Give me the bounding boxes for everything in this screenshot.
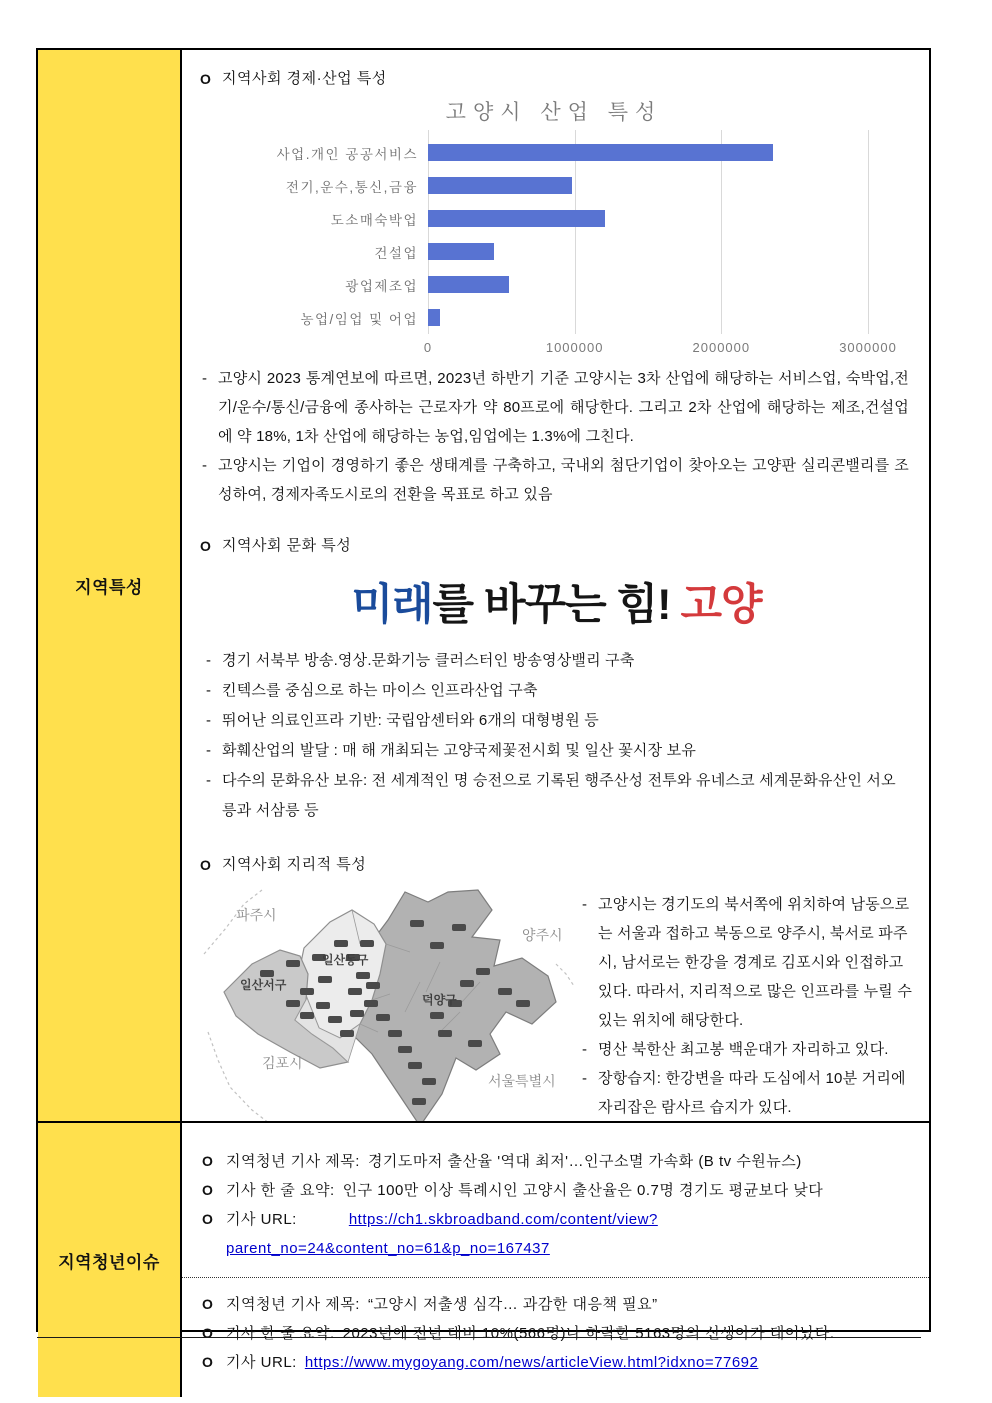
circle-bullet-icon: O <box>200 857 211 873</box>
circle-bullet-icon: O <box>200 538 211 554</box>
circle-bullet-icon: O <box>202 1354 213 1370</box>
youth-content-cell <box>182 1123 929 1397</box>
chart-category-label: 도소매숙박업 <box>330 212 418 228</box>
chart-category-label: 사업.개인 공공서비스 <box>276 146 418 162</box>
economy-paragraphs <box>202 364 909 509</box>
x-tick-label: 2000000 <box>692 340 751 355</box>
circle-bullet-icon: O <box>202 1153 213 1169</box>
circle-bullet-icon: O <box>202 1296 213 1312</box>
report-table <box>36 48 931 1371</box>
chart-gridline <box>868 130 869 334</box>
economy-paragraph: - 고양시 2023 통계연보에 따르면, 2023년 하반기 기준 고양시는 3차 산업에 해당하는 서비스업, 숙박업,전기/운수/통신/금융에 종사하는 근로자가 약 80프로에 해당한다. 그리고 2차 산업에 해당하는 제조,건설업에 약 18%, 1차 산업에 해당하는 농업,임업에는 1.3%에 그친다. <box>202 364 909 451</box>
chart-bar <box>428 177 572 194</box>
map-label-ilsanseo: 일산서구 <box>240 978 287 992</box>
region-row-label: 지역특성 <box>75 578 143 597</box>
dash-bullet-icon: - <box>206 772 211 789</box>
article-url-label: 기사 URL: <box>226 1211 297 1228</box>
logo-text-future: 미래 <box>351 581 433 629</box>
region-content-cell <box>182 50 929 1121</box>
map-label-yangju: 양주시 <box>522 927 563 943</box>
chart-bar <box>428 210 605 227</box>
chart-plot-area <box>428 136 868 334</box>
table-bottom-secondary-line <box>37 1337 921 1338</box>
industry-bar-chart <box>214 96 897 356</box>
article-title: “고양시 저출생 심각… 과감한 대응책 필요” <box>367 1296 658 1313</box>
article1-title-line <box>202 1147 911 1176</box>
chart-title: 고양시 산업 특성 <box>445 101 663 124</box>
article-summary: 인구 100만 이상 특례시인 고양시 출산율은 0.7명 경기도 평균보다 낮다 <box>342 1182 824 1199</box>
dash-bullet-icon: - <box>202 457 207 474</box>
geography-heading: O 지역사회 지리적 특성 <box>200 854 913 876</box>
article1-summary-line <box>202 1176 911 1205</box>
culture-bullet: - 경기 서북부 방송.영상.문화기능 클러스터인 방송영상밸리 구축 <box>206 646 909 676</box>
article-summary-label: 기사 한 줄 요약: <box>226 1325 335 1342</box>
economy-heading: O 지역사회 경제·산업 특성 <box>200 68 913 90</box>
chart-category-label: 건설업 <box>374 245 418 261</box>
circle-bullet-icon: O <box>202 1211 213 1227</box>
dash-bullet-icon: - <box>582 1041 587 1058</box>
youth-row-label: 지역청년이슈 <box>58 1252 160 1272</box>
article-title: 경기도마저 출산율 '역대 최저'…인구소멸 가속화 (B tv 수원뉴스) <box>367 1153 802 1170</box>
map-label-ilsandong: 일산동구 <box>322 953 369 967</box>
circle-bullet-icon: O <box>200 71 211 87</box>
article-summary: 2023년에 전년 대비 10%(566명)나 하락한 5163명의 신생아가 태어났다. <box>342 1325 835 1342</box>
goyang-city-slogan-logo <box>200 571 913 632</box>
article-url-link[interactable]: https://ch1.skbroadband.com/content/view?parent_no=24&content_no=61&p_no=167437 <box>226 1211 658 1257</box>
x-tick-label: 0 <box>423 340 433 355</box>
chart-bar <box>428 309 440 326</box>
culture-bullet: - 킨텍스를 중심으로 하는 마이스 인프라산업 구축 <box>206 676 909 706</box>
geography-bullet: - 고양시는 경기도의 북서쪽에 위치하여 남동으로는 서울과 접하고 북동으로 양주시, 북서로 파주시, 남서로는 한강을 경계로 김포시와 인접하고 있다. 따라서, 지리적으로 많은 인프라를 누릴 수 있는 위치에 해당한다. <box>582 890 913 1035</box>
chart-category-label: 광업제조업 <box>345 278 418 294</box>
article-url-label: 기사 URL: <box>226 1354 297 1371</box>
culture-heading: O 지역사회 문화 특성 <box>200 535 913 557</box>
map-label-deokyang: 덕양구 <box>422 993 457 1007</box>
chart-category-labels <box>214 136 428 334</box>
chart-bar <box>428 243 494 260</box>
geography-bullet: - 명산 북한산 최고봉 백운대가 자리하고 있다. <box>582 1035 913 1064</box>
dash-bullet-icon: - <box>202 370 207 387</box>
map-label-gimpo: 김포시 <box>262 1055 303 1071</box>
chart-category-label: 전기,운수,통신,금융 <box>285 179 418 195</box>
chart-category-label: 농업/임업 및 어업 <box>300 311 418 327</box>
culture-bullet-list <box>206 646 909 826</box>
logo-text-goyang: 고양 <box>680 581 762 629</box>
dash-bullet-icon: - <box>582 1070 587 1087</box>
culture-bullet: - 화훼산업의 발달 : 매 해 개최되는 고양국제꽃전시회 및 일산 꽃시장 보유 <box>206 736 909 766</box>
article2-title-line <box>202 1290 911 1319</box>
youth-issues-row <box>38 1123 929 1397</box>
logo-text-power: 를 바꾸는 힘! <box>432 581 671 629</box>
goyang-district-map <box>200 882 576 1121</box>
article2-url-line <box>202 1348 911 1377</box>
circle-bullet-icon: O <box>202 1325 213 1341</box>
dash-bullet-icon: - <box>206 652 211 669</box>
chart-x-axis <box>423 334 897 356</box>
sidebar-cell-region <box>38 50 182 1121</box>
article-group-2 <box>200 1280 913 1389</box>
geography-bullet-list <box>576 882 913 1121</box>
culture-bullet: - 다수의 문화유산 보유: 전 세계적인 명 승전으로 기록된 행주산성 전투와 유네스코 세계문화유산인 서오릉과 서삼릉 등 <box>206 766 909 826</box>
geography-section <box>200 882 913 1121</box>
map-boundary-dashed <box>208 1032 278 1121</box>
sidebar-cell-youth <box>38 1123 182 1397</box>
geography-bullet: - 장항습지: 한강변을 따라 도심에서 10분 거리에 자리잡은 람사르 습지가 있다. <box>582 1064 913 1121</box>
article-url-link[interactable]: https://www.mygoyang.com/news/articleView.html?idxno=77692 <box>304 1354 759 1371</box>
chart-bar <box>428 276 509 293</box>
article-summary-label: 기사 한 줄 요약: <box>226 1182 335 1199</box>
culture-bullet: - 뛰어난 의료인프라 기반: 국립암센터와 6개의 대형병원 등 <box>206 706 909 736</box>
map-label-paju: 파주시 <box>236 907 277 923</box>
article1-url-line <box>202 1205 911 1263</box>
chart-bar <box>428 144 773 161</box>
article-group-divider <box>182 1277 929 1278</box>
article-group-1 <box>200 1137 913 1275</box>
map-boundary-dashed <box>556 964 574 986</box>
circle-bullet-icon: O <box>202 1182 213 1198</box>
economy-paragraph: - 고양시는 기업이 경영하기 좋은 생태계를 구축하고, 국내외 첨단기업이 찾아오는 고양판 실리콘밸리를 조성하여, 경제자족도시로의 전환을 목표로 하고 있음 <box>202 451 909 509</box>
article2-summary-line <box>202 1319 911 1348</box>
map-label-seoul: 서울특별시 <box>488 1073 556 1089</box>
article-title-label: 지역청년 기사 제목: <box>226 1153 360 1170</box>
dash-bullet-icon: - <box>582 896 587 913</box>
goyang-map-svg <box>200 882 576 1121</box>
dash-bullet-icon: - <box>206 682 211 699</box>
x-tick-label: 3000000 <box>839 340 897 355</box>
x-tick-label: 1000000 <box>545 340 604 355</box>
region-characteristics-row <box>38 50 929 1123</box>
dash-bullet-icon: - <box>206 712 211 729</box>
article-title-label: 지역청년 기사 제목: <box>226 1296 360 1313</box>
dash-bullet-icon: - <box>206 742 211 759</box>
